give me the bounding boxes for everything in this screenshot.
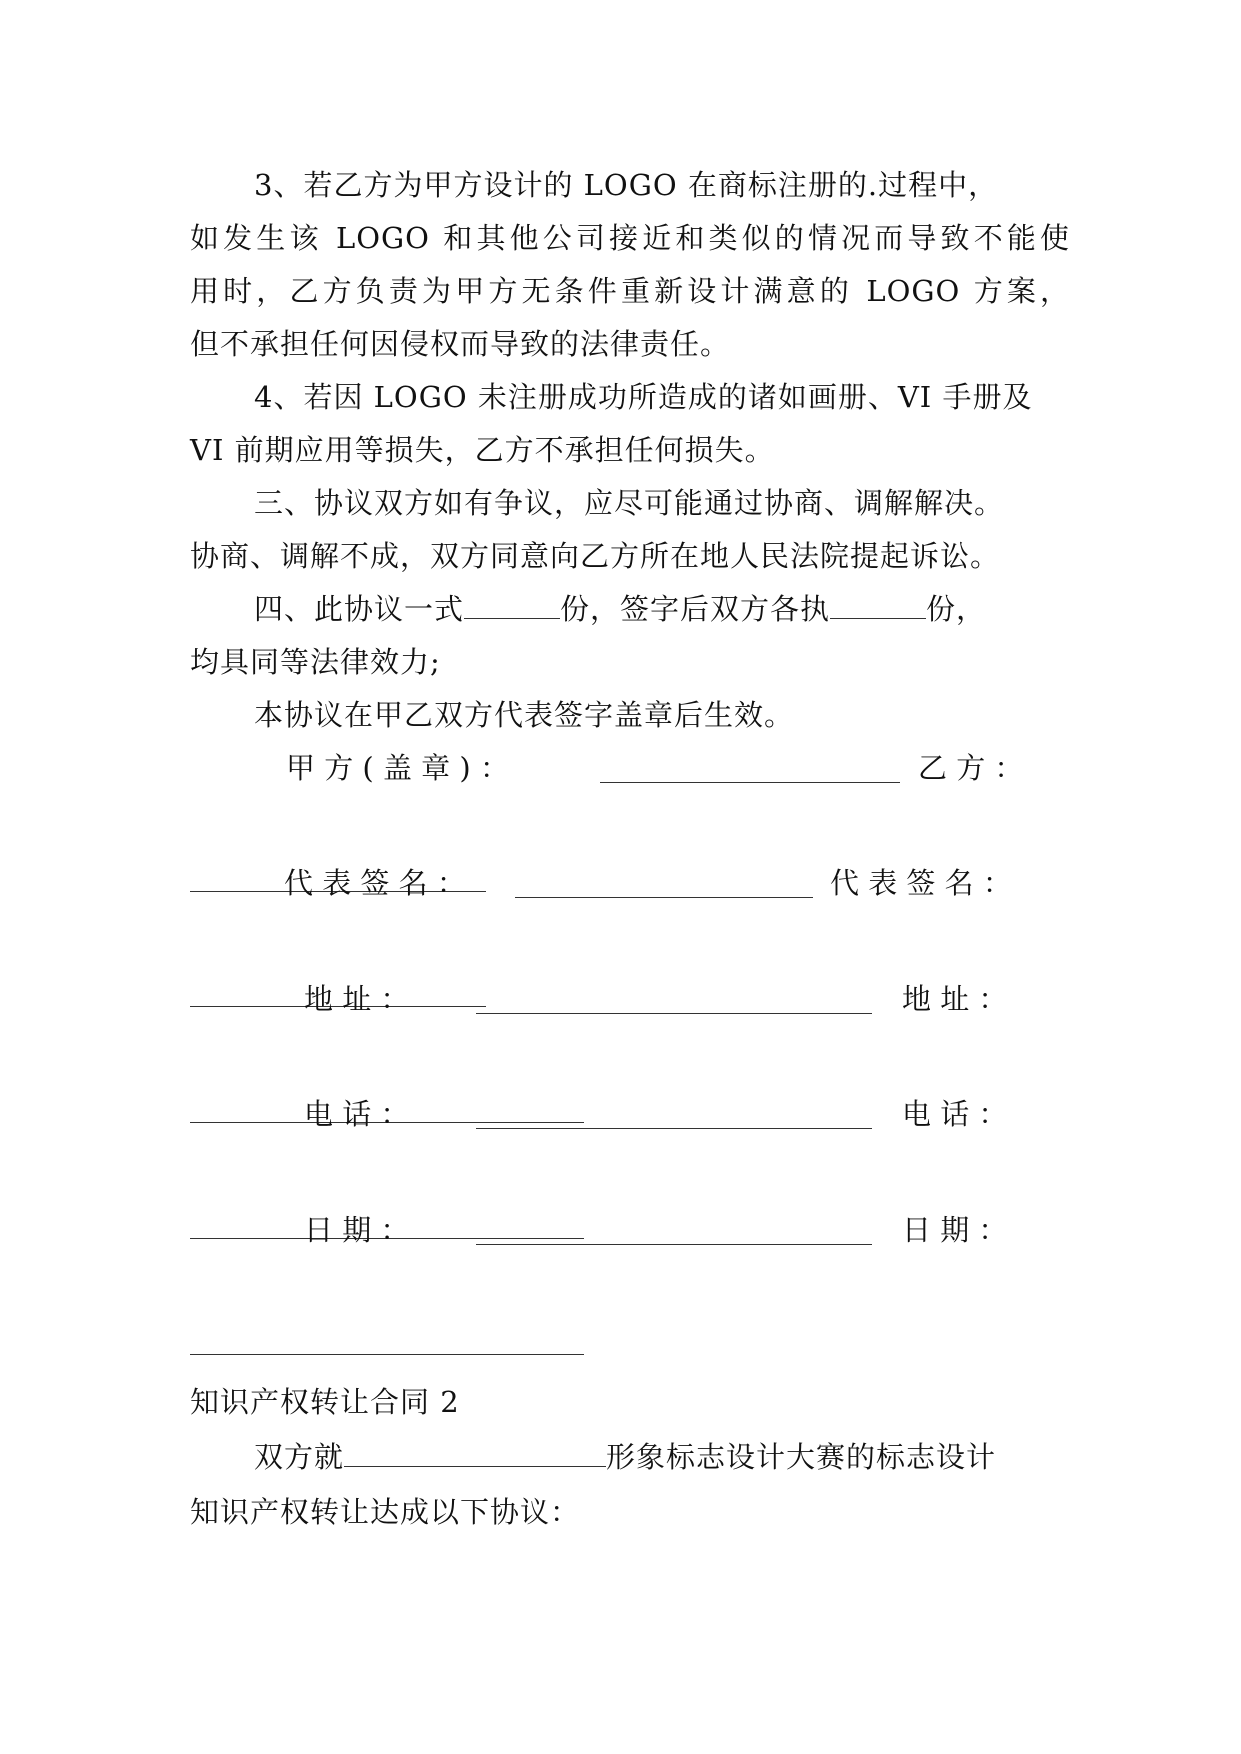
addr-b-label: 地 址 ： bbox=[902, 982, 1008, 1016]
clause-3-line-4: 但不承担任何因侵权而导致的法律责任。 bbox=[190, 327, 731, 361]
section-4-line-1 bbox=[254, 589, 1070, 629]
signature-rep-row bbox=[190, 863, 1070, 903]
clause-3-line-2: 如发生该 LOGO 和其他公司接近和类似的情况而导致不能使 bbox=[190, 221, 1070, 255]
section-3-line-2: 协商、调解不成，双方同意向乙方所在地人民法院提起诉讼。 bbox=[190, 539, 1001, 573]
date-a-blank[interactable] bbox=[476, 1244, 872, 1245]
addr-a-label: 地 址 ： bbox=[304, 982, 410, 1016]
section-4-text-b: 份，签字后双方各执 bbox=[560, 592, 831, 626]
clause-4-line-1: 4、若因 LOGO 未注册成功所造成的诸如画册、VI 手册及 bbox=[254, 380, 1033, 414]
tel-a-label: 电 话 ： bbox=[304, 1097, 410, 1131]
party-a-blank[interactable] bbox=[600, 782, 900, 783]
contract-2-intro-text-a: 双方就 bbox=[254, 1440, 345, 1474]
section-4-text-c: 份， bbox=[926, 592, 987, 626]
party-b-label: 乙 方 ： bbox=[918, 751, 1024, 785]
rep-b-label: 代 表 签 名 ： bbox=[830, 866, 1012, 900]
party-a-label: 甲 方 ( 盖 章 ) ： bbox=[286, 751, 509, 785]
copies-each-blank[interactable] bbox=[830, 592, 926, 619]
signature-date-row bbox=[190, 1210, 1070, 1250]
contract-2-title: 知识产权转让合同 2 bbox=[190, 1385, 460, 1419]
copies-total-blank[interactable] bbox=[464, 592, 560, 619]
contract-2-intro-text-b: 形象标志设计大赛的标志设计 bbox=[606, 1440, 997, 1474]
addr-a-blank[interactable] bbox=[476, 1013, 872, 1014]
contract-2-intro-line-2: 知识产权转让达成以下协议： bbox=[190, 1495, 581, 1529]
clause-3-line-1: 3、若乙方为甲方设计的 LOGO 在商标注册的.过程中， bbox=[254, 168, 999, 202]
signature-party-row bbox=[190, 748, 1070, 788]
effect-statement: 本协议在甲乙双方代表签字盖章后生效。 bbox=[254, 698, 795, 732]
rep-a-label: 代 表 签 名 ： bbox=[284, 866, 466, 900]
signature-phone-row bbox=[190, 1094, 1070, 1134]
rep-a-blank[interactable] bbox=[515, 897, 813, 898]
clause-3-line-3: 用时，乙方负责为甲方无条件重新设计满意的 LOGO 方案， bbox=[190, 274, 1070, 308]
date-b-label: 日 期 ： bbox=[902, 1213, 1008, 1247]
signature-address-row bbox=[190, 979, 1070, 1019]
section-4-line-2: 均具同等法律效力; bbox=[190, 645, 441, 679]
contract-2-intro-line-1 bbox=[254, 1437, 1070, 1477]
contest-name-blank[interactable] bbox=[344, 1440, 606, 1467]
clause-4-line-2: VI 前期应用等损失，乙方不承担任何损失。 bbox=[190, 433, 775, 467]
tel-b-label: 电 话 ： bbox=[902, 1097, 1008, 1131]
section-3-line-1: 三、协议双方如有争议，应尽可能通过协商、调解解决。 bbox=[254, 486, 1005, 520]
section-4-text-a: 四、此协议一式 bbox=[254, 592, 465, 626]
date-a-label: 日 期 ： bbox=[304, 1213, 410, 1247]
date-b-blank[interactable] bbox=[190, 1354, 584, 1355]
tel-a-blank[interactable] bbox=[476, 1128, 872, 1129]
